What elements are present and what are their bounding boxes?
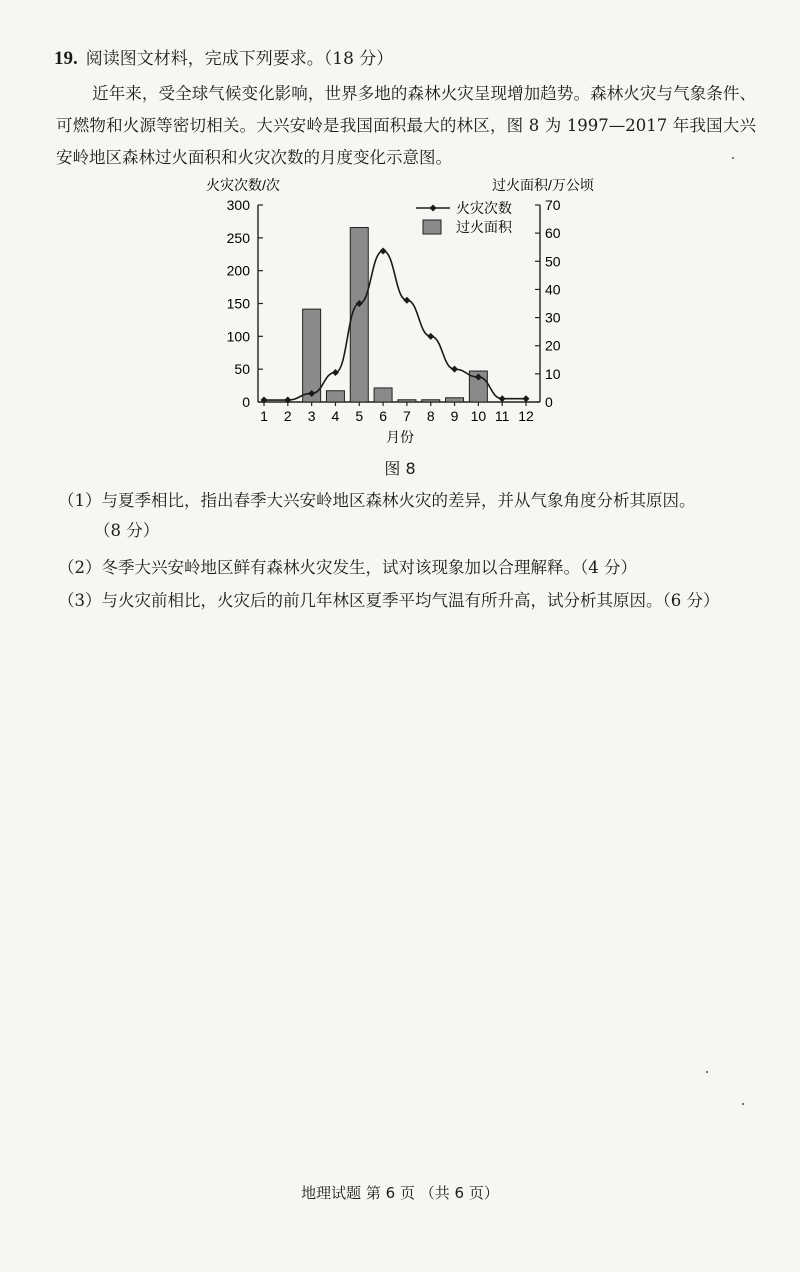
- y-left-axis-label: 火灾次数/次: [206, 177, 280, 193]
- y-right-tick-label: 70: [545, 197, 561, 213]
- y-left-tick-label: 200: [226, 262, 250, 279]
- sub-question-2: [58, 553, 778, 583]
- y-right-axis-label: 过火面积/万公顷: [492, 177, 594, 193]
- material-text: 近年来，受全球气候变化影响，世界多地的森林火灾呈现增加趋势。森林火灾与气象条件、可燃物和火源等密切相关。大兴安岭是我国面积最大的林区，图 8 为 1997—2017 年我国大兴安岭地区森林过火面积和火灾次数的月度变化示意图。: [56, 84, 756, 167]
- sub-question-3-text: （3）与火灾前相比，火灾后的前几年林区夏季平均气温有所升高，试分析其原因。（6 分）: [58, 591, 720, 610]
- y-left-tick-label: 0: [242, 394, 250, 410]
- x-tick-label: 8: [426, 408, 435, 424]
- y-left-tick-label: 250: [226, 229, 250, 246]
- sub-question-1-points: （8 分）: [94, 521, 160, 540]
- x-tick-label: 4: [331, 408, 340, 424]
- y-left-tick-label: 100: [226, 328, 250, 345]
- y-right-tick-label: 30: [545, 309, 561, 326]
- scan-speck: [732, 157, 734, 159]
- fire-count-point-month-8: [427, 333, 434, 340]
- x-tick-label: 11: [494, 408, 510, 424]
- bar-area-month-8: [422, 400, 440, 402]
- x-tick-label: 2: [283, 408, 292, 424]
- question-number: 19.: [54, 48, 78, 69]
- x-tick-label: 1: [260, 408, 268, 424]
- y-right-tick-label: 50: [545, 253, 561, 270]
- y-right-tick-label: 10: [545, 365, 561, 382]
- sub-question-3: [58, 586, 778, 616]
- question-heading: [54, 44, 393, 70]
- fire-count-point-month-11: [499, 395, 506, 402]
- bar-area-month-5: [350, 228, 368, 402]
- legend-label-burned-area: 过火面积: [456, 219, 512, 235]
- fire-chart: [200, 170, 594, 460]
- question-title: 阅读图文材料，完成下列要求。（18 分）: [85, 49, 394, 69]
- bar-area-month-9: [446, 398, 464, 402]
- fire-count-point-month-4: [332, 369, 339, 376]
- x-tick-label: 9: [450, 408, 459, 424]
- y-right-tick-label: 40: [545, 281, 561, 298]
- x-tick-label: 7: [403, 408, 411, 424]
- page-footer: 地理试题 第 6 页 （共 6 页）: [301, 1184, 499, 1202]
- x-tick-label: 5: [355, 408, 364, 424]
- sub-question-2-text: （2）冬季大兴安岭地区鲜有森林火灾发生，试对该现象加以合理解释。（4 分）: [58, 558, 637, 577]
- sub-question-1: [58, 486, 778, 546]
- bar-area-month-6: [374, 388, 392, 402]
- x-tick-label: 3: [307, 408, 316, 424]
- bar-area-month-4: [326, 391, 344, 402]
- y-left-tick-label: 300: [226, 197, 250, 213]
- scan-speck: [742, 1103, 744, 1105]
- bar-area-month-3: [303, 309, 321, 402]
- fire-count-point-month-12: [523, 395, 530, 402]
- y-right-tick-label: 0: [545, 394, 553, 410]
- legend-label-fire-count: 火灾次数: [456, 200, 512, 216]
- chart-svg: [200, 170, 594, 460]
- legend-bar-swatch: [423, 220, 441, 234]
- bar-area-month-7: [398, 400, 416, 402]
- x-tick-label: 10: [470, 408, 487, 424]
- material-paragraph: [56, 78, 756, 174]
- x-tick-label: 12: [518, 408, 534, 424]
- figure-caption: 图 8: [384, 459, 416, 478]
- fire-count-point-month-9: [451, 366, 458, 373]
- legend-line-marker: [430, 205, 437, 212]
- y-left-tick-label: 150: [226, 295, 250, 312]
- y-right-tick-label: 20: [545, 337, 561, 354]
- x-axis-label: 月份: [386, 429, 414, 445]
- y-left-tick-label: 50: [234, 361, 250, 378]
- fire-count-point-month-7: [403, 297, 410, 304]
- scan-speck: [706, 1071, 708, 1073]
- y-right-tick-label: 60: [545, 225, 561, 242]
- x-tick-label: 6: [379, 408, 387, 424]
- sub-question-1-text: （1）与夏季相比，指出春季大兴安岭地区森林火灾的差异，并从气象角度分析其原因。: [58, 491, 696, 510]
- fire-count-point-month-6: [380, 247, 387, 254]
